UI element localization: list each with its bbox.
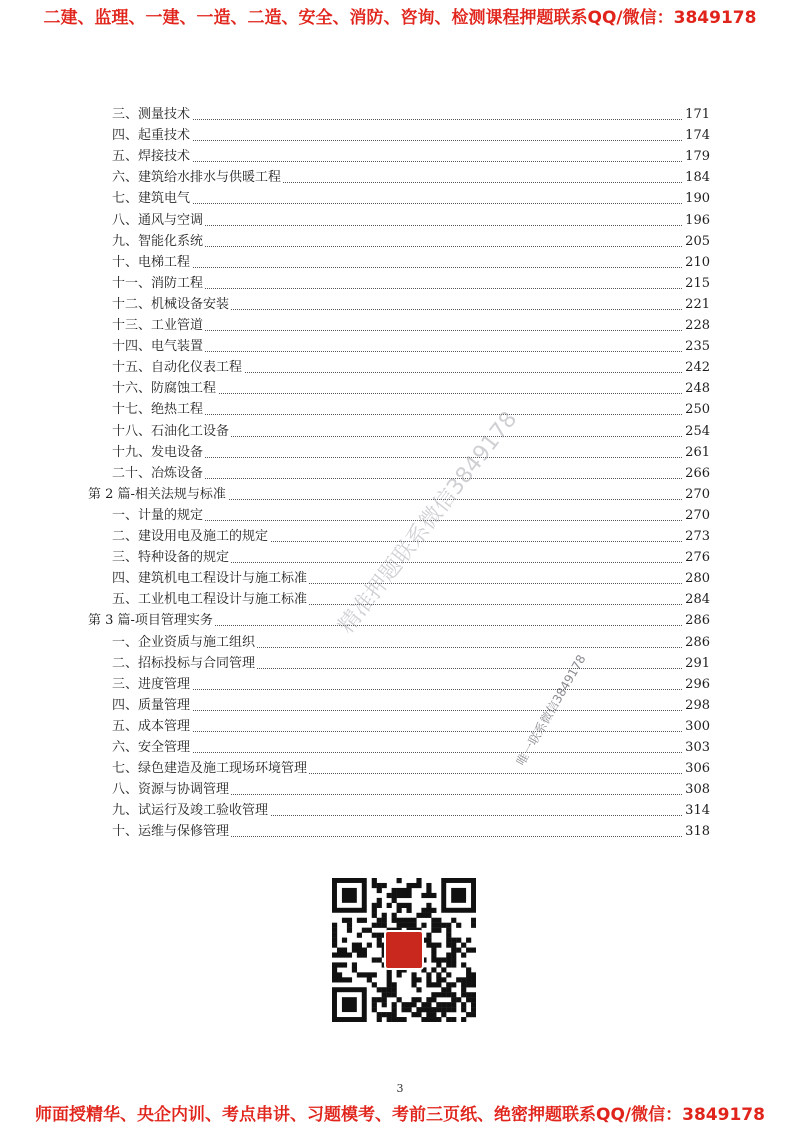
toc-entry[interactable] [0, 610, 800, 631]
toc-entry-label: 十八、石油化工设备 [112, 421, 231, 442]
toc-entry-page: 235 [683, 336, 710, 357]
toc-entry[interactable] [0, 505, 800, 526]
toc-entry[interactable] [0, 294, 800, 315]
toc-entry-page: 184 [683, 167, 710, 188]
toc-entry-page: 270 [683, 505, 710, 526]
toc-dot-leader [112, 161, 708, 162]
toc-entry[interactable] [0, 716, 800, 737]
toc-entry-label: 九、智能化系统 [112, 231, 205, 252]
toc-entry[interactable] [0, 252, 800, 273]
toc-entry-label: 一、企业资质与施工组织 [112, 632, 257, 653]
toc-entry[interactable] [0, 210, 800, 231]
toc-entry[interactable] [0, 758, 800, 779]
toc-entry-label: 三、进度管理 [112, 674, 192, 695]
toc-entry[interactable] [0, 231, 800, 252]
toc-entry-label: 七、建筑电气 [112, 188, 192, 209]
toc-entry-label: 十五、自动化仪表工程 [112, 357, 244, 378]
watermark-text-secondary: 唯一联系微信3849178 [513, 652, 589, 768]
toc-entry[interactable] [0, 589, 800, 610]
toc-entry-label: 四、建筑机电工程设计与施工标准 [112, 568, 309, 589]
toc-entry-label: 六、安全管理 [112, 737, 192, 758]
toc-entry-label: 三、特种设备的规定 [112, 547, 231, 568]
watermark-text: 精准押题联系微信3849178 [333, 407, 523, 639]
toc-entry[interactable] [0, 737, 800, 758]
toc-dot-leader [112, 710, 708, 711]
toc-entry[interactable] [0, 336, 800, 357]
toc-entry[interactable] [0, 463, 800, 484]
toc-entry-page: 286 [683, 610, 710, 631]
toc-entry-page: 270 [683, 484, 710, 505]
toc-entry-page: 254 [683, 421, 710, 442]
page-number: 3 [396, 1082, 404, 1095]
toc-entry-page: 303 [683, 737, 710, 758]
toc-entry-label: 二十、冶炼设备 [112, 463, 205, 484]
toc-entry-label: 八、资源与协调管理 [112, 779, 231, 800]
toc-entry-label: 七、绿色建造及施工现场环境管理 [112, 758, 309, 779]
toc-entry-page: 298 [683, 695, 710, 716]
toc-entry-page: 250 [683, 399, 710, 420]
toc-entry-page: 300 [683, 716, 710, 737]
toc-entry[interactable] [0, 104, 800, 125]
toc-entry[interactable] [0, 315, 800, 336]
toc-entry[interactable] [0, 821, 800, 842]
toc-entry-label: 八、通风与空调 [112, 210, 205, 231]
toc-entry-label: 十六、防腐蚀工程 [112, 378, 218, 399]
toc-entry-label: 五、焊接技术 [112, 146, 192, 167]
header-banner: 二建、监理、一建、一造、二造、安全、消防、咨询、检测课程押题联系QQ/微信：3849178 [43, 8, 757, 28]
qr-code-image [332, 878, 476, 1022]
toc-entry-label: 六、建筑给水排水与供暖工程 [112, 167, 283, 188]
toc-entry[interactable] [0, 695, 800, 716]
toc-entry-page: 314 [683, 800, 710, 821]
toc-entry[interactable] [0, 779, 800, 800]
toc-entry-page: 273 [683, 526, 710, 547]
toc-entry-page: 248 [683, 378, 710, 399]
toc-entry-page: 296 [683, 674, 710, 695]
toc-entry-label: 四、质量管理 [112, 695, 192, 716]
qr-center-logo [384, 930, 424, 970]
toc-entry-label: 二、建设用电及施工的规定 [112, 526, 270, 547]
toc-entry-label: 二、招标投标与合同管理 [112, 653, 257, 674]
toc-entry-label: 十一、消防工程 [112, 273, 205, 294]
toc-entry[interactable] [0, 674, 800, 695]
toc-entry-page: 308 [683, 779, 710, 800]
toc-entry-label: 十二、机械设备安装 [112, 294, 231, 315]
toc-entry[interactable] [0, 273, 800, 294]
toc-entry-page: 190 [683, 188, 710, 209]
toc-entry-label: 十四、电气装置 [112, 336, 205, 357]
toc-entry-page: 242 [683, 357, 710, 378]
toc-entry[interactable] [0, 167, 800, 188]
toc-entry-page: 174 [683, 125, 710, 146]
toc-entry-label: 一、计量的规定 [112, 505, 205, 526]
toc-entry[interactable] [0, 357, 800, 378]
toc-entry-page: 284 [683, 589, 710, 610]
toc-entry[interactable] [0, 442, 800, 463]
toc-dot-leader [112, 689, 708, 690]
toc-entry-label: 五、成本管理 [112, 716, 192, 737]
toc-entry-label: 十、电梯工程 [112, 252, 192, 273]
toc-entry-page: 210 [683, 252, 710, 273]
toc-entry[interactable] [0, 632, 800, 653]
toc-entry-page: 280 [683, 568, 710, 589]
toc-entry-page: 179 [683, 146, 710, 167]
toc-entry-label: 四、起重技术 [112, 125, 192, 146]
toc-entry-page: 196 [683, 210, 710, 231]
toc-entry-page: 221 [683, 294, 710, 315]
toc-dot-leader [112, 752, 708, 753]
toc-entry-label: 第 3 篇-项目管理实务 [88, 610, 215, 631]
toc-entry[interactable] [0, 484, 800, 505]
toc-entry[interactable] [0, 146, 800, 167]
toc-entry-page: 261 [683, 442, 710, 463]
toc-dot-leader [112, 119, 708, 120]
toc-dot-leader [112, 140, 708, 141]
toc-entry[interactable] [0, 653, 800, 674]
toc-entry[interactable] [0, 125, 800, 146]
toc-entry-page: 276 [683, 547, 710, 568]
toc-entry-page: 205 [683, 231, 710, 252]
toc-entry-label: 九、试运行及竣工验收管理 [112, 800, 270, 821]
toc-entry-label: 十七、绝热工程 [112, 399, 205, 420]
toc-dot-leader [112, 267, 708, 268]
toc-entry[interactable] [0, 378, 800, 399]
toc-entry[interactable] [0, 421, 800, 442]
toc-entry-page: 318 [683, 821, 710, 842]
toc-dot-leader [112, 203, 708, 204]
toc-entry-label: 第 2 篇-相关法规与标准 [88, 484, 228, 505]
toc-entry-page: 215 [683, 273, 710, 294]
toc-entry-label: 三、测量技术 [112, 104, 192, 125]
toc-dot-leader [112, 731, 708, 732]
toc-entry[interactable] [0, 188, 800, 209]
toc-entry[interactable] [0, 399, 800, 420]
toc-entry-page: 306 [683, 758, 710, 779]
toc-entry-page: 291 [683, 653, 710, 674]
footer-banner: 师面授精华、央企内训、考点串讲、习题模考、考前三页纸、绝密押题联系QQ/微信：3849178 [35, 1105, 765, 1125]
toc-entry-label: 五、工业机电工程设计与施工标准 [112, 589, 309, 610]
toc-entry-label: 十九、发电设备 [112, 442, 205, 463]
toc-entry-label: 十三、工业管道 [112, 315, 205, 336]
toc-entry-label: 十、运维与保修管理 [112, 821, 231, 842]
toc-entry-page: 171 [683, 104, 710, 125]
toc-entry-page: 266 [683, 463, 710, 484]
toc-entry[interactable] [0, 800, 800, 821]
toc-entry-page: 286 [683, 632, 710, 653]
toc-entry-page: 228 [683, 315, 710, 336]
